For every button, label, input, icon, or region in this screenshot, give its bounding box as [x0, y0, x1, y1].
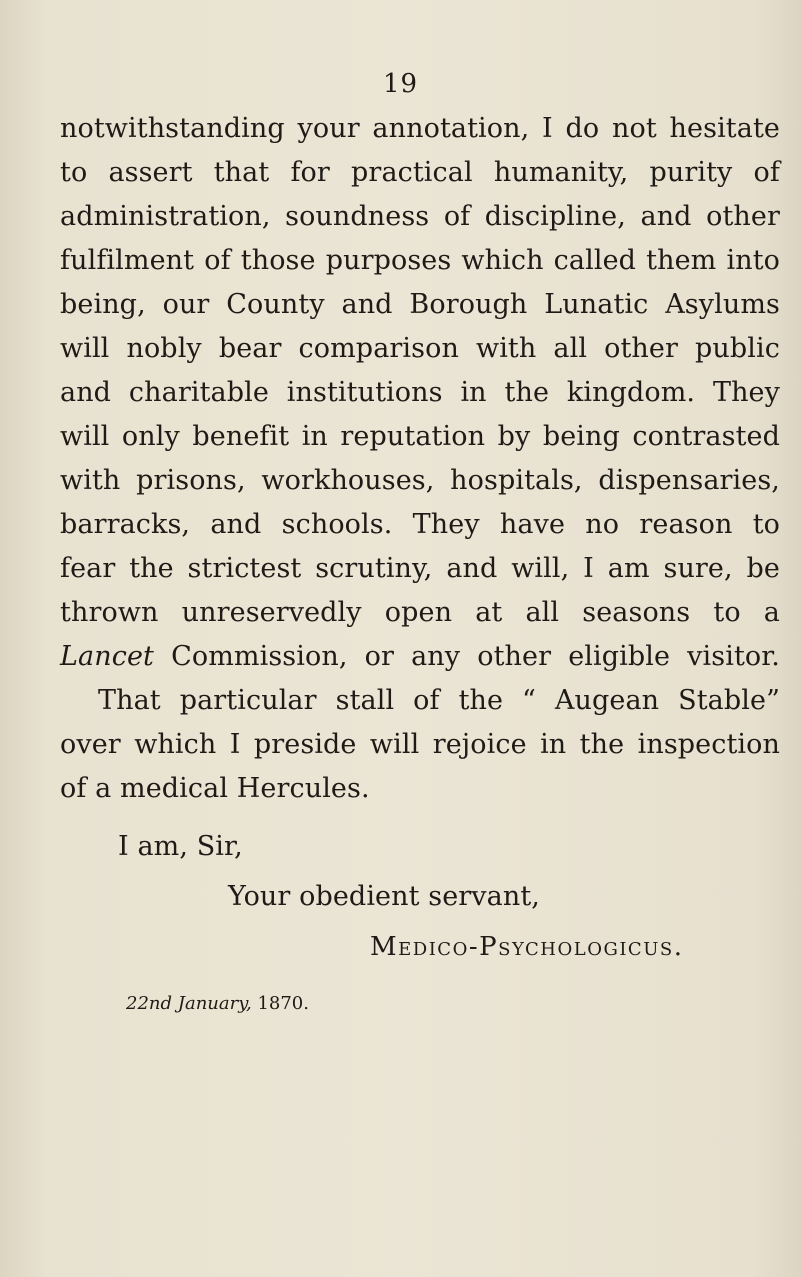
- date-year: 1870.: [251, 993, 309, 1014]
- paragraph-2-first-line: That particular stall of the “ Augean Stable”: [98, 685, 780, 716]
- text-line: fear the strictest scrutiny, and will, I am sure, be: [60, 553, 780, 584]
- text-line: fulfilment of those purposes which called them into: [60, 245, 780, 276]
- text-line: with prisons, workhouses, hospitals, dispensaries,: [60, 465, 780, 496]
- text-line: and charitable institutions in the kingdom. They: [60, 377, 780, 408]
- text-line: over which I preside will rejoice in the inspection: [60, 729, 780, 760]
- text-line-lancet: [60, 640, 780, 674]
- text-line: being, our County and Borough Lunatic Asylums: [60, 289, 780, 320]
- signature: Medico-Psychologicus.: [370, 932, 684, 962]
- text-line: barracks, and schools. They have no reason to: [60, 509, 780, 540]
- text-line: to assert that for practical humanity, purity of: [60, 157, 780, 188]
- text-line: of a medical Hercules.: [60, 773, 370, 804]
- date-day: 22nd January,: [126, 993, 252, 1014]
- text-line: administration, soundness of discipline, and other: [60, 201, 780, 232]
- lancet-title: Lancet: [60, 641, 154, 672]
- salutation: I am, Sir,: [118, 831, 243, 862]
- letter-date: [126, 992, 309, 1016]
- valediction: Your obedient servant,: [228, 881, 540, 912]
- lancet-line-rest: Commission, or any other eligible visitor.: [153, 641, 780, 672]
- text-line: will only benefit in reputation by being contrasted: [60, 421, 780, 452]
- text-line: will nobly bear comparison with all other public: [60, 333, 780, 364]
- text-line: thrown unreservedly open at all seasons to a: [60, 597, 780, 628]
- text-line: notwithstanding your annotation, I do not hesitate: [60, 113, 780, 144]
- page-number: 19: [382, 69, 419, 99]
